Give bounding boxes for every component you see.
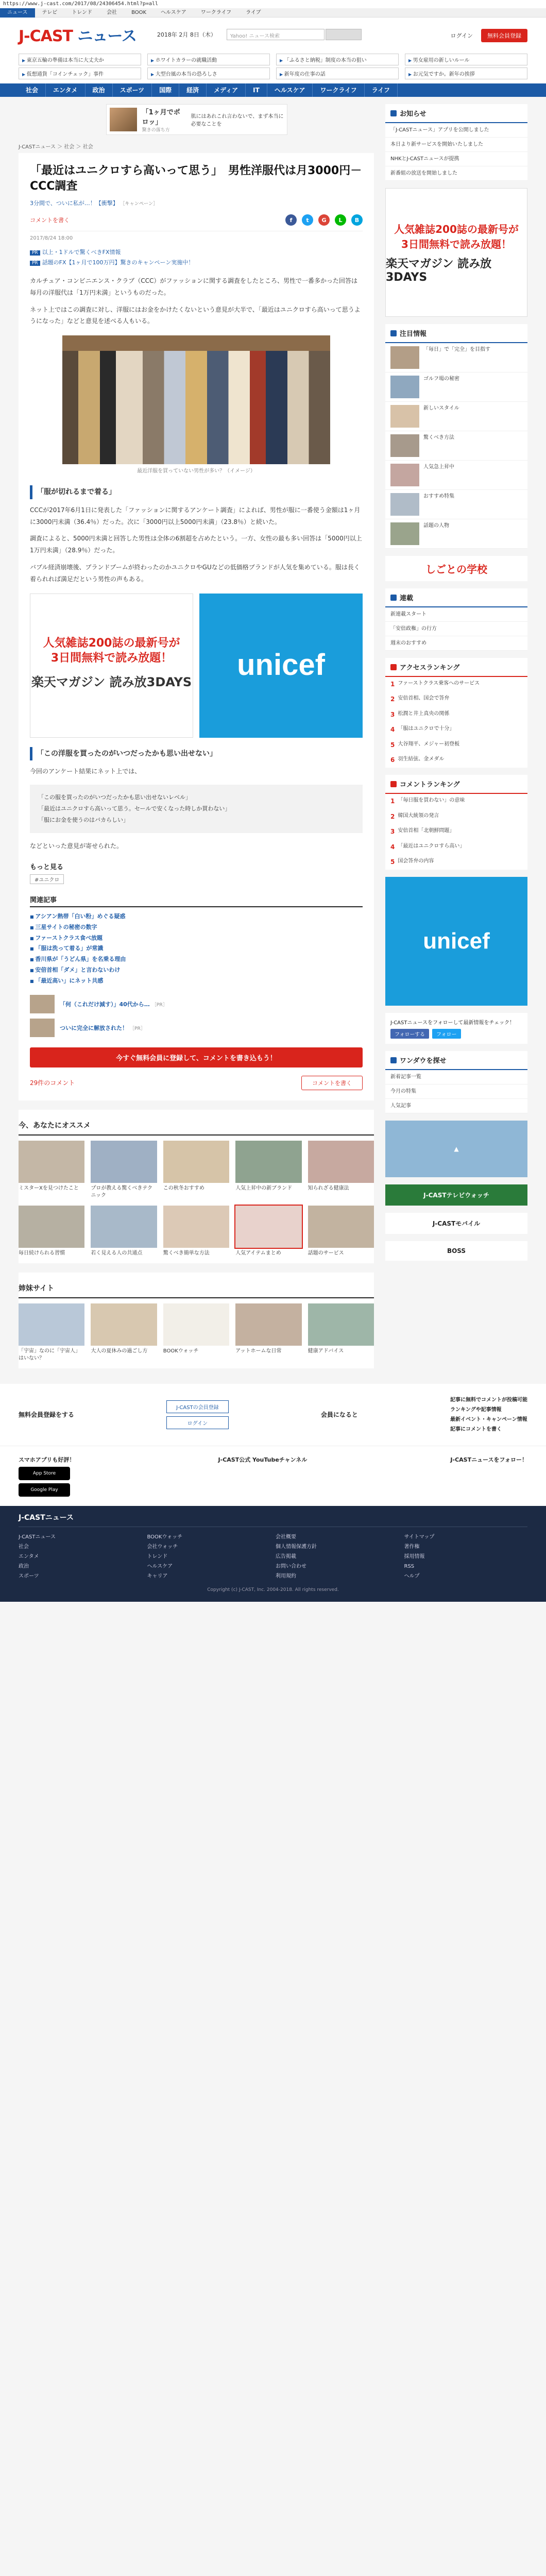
footer-link[interactable]: BOOKウォッチ: [147, 1534, 183, 1540]
rank-number: 1: [390, 681, 395, 688]
card-image: [91, 1303, 157, 1346]
write-comment-button[interactable]: コメントを書く: [301, 1076, 363, 1090]
recommend-card[interactable]: [308, 1206, 374, 1257]
sister-card[interactable]: [235, 1303, 301, 1362]
pr-source: ［PR］: [129, 1025, 146, 1031]
topic-link[interactable]: ▶ お元気ですか。新年の挨拶: [405, 67, 527, 79]
merit-item: 記事にコメントを書く: [450, 1426, 502, 1432]
sister-heading: 姉妹サイト: [19, 1279, 374, 1298]
related-headline-text: 3分間で、ついに私が…！【衝撃】: [30, 200, 118, 207]
notice-heading: お知らせ: [400, 110, 426, 118]
recommend-card[interactable]: [163, 1206, 229, 1257]
pr-tag: PR: [30, 250, 40, 256]
attention-text: 「毎日」で「完全」を目指す: [423, 347, 490, 352]
recommend-card[interactable]: [235, 1206, 301, 1257]
topic-link[interactable]: ▶ 新年度の仕事の話: [276, 67, 399, 79]
related-articles: [30, 894, 363, 987]
register-button[interactable]: 無料会員登録: [481, 29, 527, 42]
social-heading: J-CASTニュースをフォローして最新情報をチェック！: [390, 1020, 515, 1026]
ranking-icon: [390, 664, 397, 670]
attention-item[interactable]: [385, 431, 527, 461]
notice-item[interactable]: 本日より新サービスを開始いたしました: [385, 138, 527, 152]
app-store-button[interactable]: App Store: [19, 1467, 70, 1480]
related-item[interactable]: ■ 三星サイトの秘密の数字: [30, 922, 363, 933]
access-heading: アクセスランキング: [400, 664, 460, 672]
top-tab-company[interactable]: 会社: [107, 9, 117, 15]
ad-brand: 楽天マガジン 読み放3DAYS: [31, 675, 192, 690]
footer-link[interactable]: 著作権: [404, 1544, 420, 1550]
nav-life[interactable]: ライフ: [365, 83, 398, 97]
ad-brand: 楽天マガジン 読み放3DAYS: [386, 258, 492, 284]
app-heading: スマホアプリも好評！: [19, 1456, 75, 1463]
recommend-card[interactable]: [19, 1206, 84, 1257]
main-column: [19, 104, 374, 1368]
attention-item[interactable]: [385, 461, 527, 490]
topic-link[interactable]: ▶ 仮想通貨「コインチェック」事件: [19, 67, 141, 79]
attention-text: 驚くべき方法: [423, 435, 454, 440]
card-image: [308, 1141, 374, 1183]
card-text: 知られざる健康法: [308, 1185, 349, 1191]
card-image: [91, 1206, 157, 1248]
rank-text: 松潤と井上真央の関係: [398, 710, 450, 717]
ranking-item[interactable]: [385, 692, 527, 707]
attention-text: 新しいスタイル: [423, 405, 459, 411]
photo-caption: 最近洋服を買っていない男性が多い？（イメージ）: [137, 468, 255, 474]
article: [19, 153, 374, 1100]
site-footer: [0, 1506, 546, 1602]
topic-link[interactable]: ▶ 「ふるさと納税」制度の本当の狙い: [276, 54, 399, 65]
notice-item[interactable]: 「J-CASTニュース」アプリを公開しました: [385, 123, 527, 138]
ad-headline: 人気雑誌200誌の最新号が: [43, 637, 180, 650]
ranking-item[interactable]: [385, 855, 527, 870]
section-heading: 「服が切れるまで着る」: [30, 485, 363, 499]
ranking-item[interactable]: [385, 840, 527, 855]
comment-ranking-heading: コメントランキング: [400, 781, 460, 789]
merit-item: 記事に無料でコメントが投稿可能: [450, 1397, 527, 1403]
sister-card[interactable]: [19, 1303, 84, 1362]
card-text: この秋冬おすすめ: [163, 1185, 204, 1191]
wonder-heading: ワンダウを探せ: [400, 1057, 447, 1065]
logo-jcast: J-CAST: [19, 27, 73, 45]
pr-tag: PR: [30, 261, 40, 266]
paragraph: 今回のアンケート結果にネット上では、: [30, 768, 141, 775]
footer-link[interactable]: 個人情報保護方針: [276, 1544, 317, 1550]
recommend-card[interactable]: [19, 1141, 84, 1199]
attention-item[interactable]: [385, 372, 527, 402]
nav-healthcare[interactable]: ヘルスケア: [267, 83, 313, 97]
hatena-share-icon[interactable]: B: [351, 214, 363, 226]
attention-box: [385, 324, 527, 549]
footer-register: [0, 1384, 546, 1446]
ranking-item[interactable]: [385, 794, 527, 809]
serial-item[interactable]: 新連載スタート: [385, 607, 527, 622]
topic-links: [0, 52, 546, 83]
member-heading: 会員になると: [320, 1411, 358, 1419]
pr-link[interactable]: [30, 247, 363, 258]
rank-number: 4: [390, 843, 395, 851]
wonder-icon: [390, 1057, 397, 1063]
footer-link[interactable]: 会社ウォッチ: [147, 1544, 178, 1550]
access-ranking: [385, 658, 527, 768]
attention-icon: [390, 330, 397, 336]
drone-image-banner[interactable]: ▲: [385, 1121, 527, 1177]
ad-title: 「1ヶ月でポロッ」: [142, 108, 180, 126]
footer-link[interactable]: 会社概要: [276, 1534, 296, 1540]
nav-it[interactable]: IT: [246, 83, 267, 97]
attention-thumb: [390, 434, 419, 457]
merit-item: 最新イベント・キャンペーン情報: [450, 1416, 527, 1422]
site-header: [0, 18, 546, 52]
topic-link[interactable]: ▶ 大型台風の本当の恐ろしさ: [147, 67, 270, 79]
ranking-item[interactable]: [385, 722, 527, 737]
magazine-side-ad[interactable]: [385, 188, 527, 317]
top-tabs: [0, 8, 546, 18]
rank-number: 1: [390, 798, 395, 805]
card-text: アットホームな日常: [235, 1348, 282, 1354]
footer-link[interactable]: お問い合わせ: [276, 1563, 306, 1569]
card-text: ミスターXを見つけたこと: [19, 1185, 79, 1191]
google-play-button[interactable]: Google Play: [19, 1483, 70, 1497]
card-text: 健康アドバイス: [308, 1348, 344, 1354]
footer-link[interactable]: 政治: [19, 1563, 29, 1569]
top-tab-trend[interactable]: トレンド: [72, 9, 93, 15]
tv-banner[interactable]: J-CASTテレビウォッチ: [385, 1184, 527, 1206]
recommend-card[interactable]: [91, 1141, 157, 1199]
related-item[interactable]: ■ 香川県が「うどん県」を名乗る理由: [30, 954, 363, 965]
merit-item: ランキングや記事情報: [450, 1406, 502, 1413]
site-logo[interactable]: [19, 23, 136, 46]
quote-line: 「服にお金を使うのはバカらしい」: [38, 816, 129, 823]
topic-link[interactable]: ▶ 男女雇用の新しいルール: [405, 54, 527, 65]
footer-link[interactable]: エンタメ: [19, 1553, 39, 1560]
attention-item[interactable]: [385, 490, 527, 519]
nav-economy[interactable]: 経済: [179, 83, 207, 97]
attention-thumb: [390, 464, 419, 486]
card-image: [235, 1141, 301, 1183]
search-button[interactable]: [326, 29, 362, 40]
article-title: 「最近はユニクロすら高いって思う」 男性洋服代は月3000円－CCC調査: [30, 164, 362, 193]
rank-text: 安倍首相、国会で答弁: [398, 696, 450, 702]
paragraph: CCCが2017年6月1日に発表した「ファッションに関するアンケート調査」によれば、男性が服に一番使う金額は1ヶ月に3000円未満（36.4％）だった。次に「3000円以上5000円未満」（23.8％）と続いた。: [30, 506, 361, 526]
pr-item[interactable]: [30, 995, 363, 1013]
footer-fb-heading[interactable]: J-CASTニュースをフォロー！: [450, 1456, 527, 1463]
rank-number: 5: [390, 858, 395, 866]
rank-number: 5: [390, 741, 395, 749]
sidebar: [385, 104, 527, 1368]
register-cta-button[interactable]: 今すぐ無料会員に登録して、コメントを書き込もう！: [30, 1047, 363, 1067]
notice-item[interactable]: NHKとJ-CASTニュースが提携: [385, 152, 527, 166]
footer-link[interactable]: J-CASTニュース: [19, 1534, 56, 1540]
paragraph: 調査によると、5000円未満と回答した男性は全体の6割超を占めたという。一方、女性の最も多い回答は「5000円以上1万円未満」（28.9％）だった。: [30, 535, 362, 554]
recommend-heading: 今、あなたにオススメ: [19, 1116, 374, 1136]
breadcrumb[interactable]: J-CASTニュース ＞ 社会 ＞ 社会: [19, 144, 93, 150]
boss-banner[interactable]: BOSS: [385, 1241, 527, 1261]
ranking-item[interactable]: [385, 824, 527, 839]
nav-sports[interactable]: スポーツ: [113, 83, 152, 97]
tag-link[interactable]: #ユニクロ: [30, 874, 64, 884]
pr-list: [30, 995, 363, 1037]
rank-number: 3: [390, 828, 395, 836]
footer-link[interactable]: 利用規約: [276, 1573, 296, 1579]
tags-heading: もっと見る: [30, 863, 64, 871]
footer-login-button[interactable]: ログイン: [166, 1416, 228, 1429]
card-image: [235, 1303, 301, 1346]
nav-politics[interactable]: 政治: [86, 83, 113, 97]
related-item[interactable]: ■ ファーストクラス食べ放題: [30, 933, 363, 944]
top-tab-tv[interactable]: テレビ: [42, 9, 58, 15]
pr-thumb: [30, 995, 55, 1013]
login-link[interactable]: ログイン: [450, 32, 473, 39]
rank-text: 安倍首相「北朝鮮問題」: [398, 828, 455, 834]
related-item[interactable]: ■ アシアン熱帯「白い粉」めぐる疑惑: [30, 911, 363, 922]
serial-item[interactable]: 「安倍政権」の行方: [385, 622, 527, 636]
ad-headline-2: 3日間無料で読み放題！: [401, 238, 511, 250]
facebook-follow-button[interactable]: フォローする: [390, 1029, 429, 1039]
footer-link[interactable]: トレンド: [147, 1553, 168, 1560]
social-follow: [385, 1013, 527, 1044]
rank-number: 6: [390, 756, 395, 764]
comment-count[interactable]: 29件のコメント: [30, 1079, 75, 1087]
article-date: 2017/8/24 18:00: [30, 235, 73, 242]
top-tab-live[interactable]: ライブ: [246, 9, 261, 15]
card-image: [163, 1303, 229, 1346]
attention-text: 話題の人物: [423, 523, 449, 529]
footer-register-button[interactable]: J-CASTの会員登録: [166, 1400, 228, 1413]
sister-card[interactable]: [91, 1303, 157, 1362]
card-image: [91, 1141, 157, 1183]
serial-icon: [390, 595, 397, 601]
pr-links: [30, 247, 363, 268]
mobile-banner[interactable]: J-CASTモバイル: [385, 1213, 527, 1234]
comment-ranking: [385, 775, 527, 870]
pr-link[interactable]: [30, 258, 363, 268]
card-text: 驚くべき簡単な方法: [163, 1250, 210, 1256]
nav-worklife[interactable]: ワークライフ: [313, 83, 364, 97]
copyright: Copyright (c) J-CAST, Inc. 2004-2018. All rights reserved.: [207, 1587, 339, 1592]
search-input[interactable]: Yahoo! ニュース検索: [227, 29, 325, 40]
sister-sites: [19, 1273, 374, 1368]
rank-number: 2: [390, 696, 395, 703]
related-item[interactable]: ■ 「最近高い」にネット共感: [30, 976, 363, 987]
card-text: 毎日続けられる習慣: [19, 1250, 65, 1256]
card-image: [19, 1303, 84, 1346]
googleplus-share-icon[interactable]: G: [318, 214, 330, 226]
pr-thumb: [30, 1019, 55, 1037]
wonder-item[interactable]: 今月の特集: [385, 1084, 527, 1099]
footer-link[interactable]: 社会: [19, 1544, 29, 1550]
recommend-card[interactable]: [308, 1141, 374, 1199]
rank-text: 「毎日服を買わない」の意味: [398, 798, 465, 804]
footer-logo[interactable]: J-CASTニュース: [19, 1512, 527, 1527]
unicef-side-ad[interactable]: unicef: [385, 877, 527, 1006]
quote-line: 「最近はユニクロすら高いって思う。セールで安くなった時しか買わない」: [38, 805, 231, 812]
youtube-heading[interactable]: J-CAST公式 YouTubeチャンネル: [218, 1456, 308, 1463]
card-text: BOOKウォッチ: [163, 1348, 199, 1354]
card-text: 大人の夏休みの過ごし方: [91, 1348, 148, 1354]
paragraph: カルチュア・コンビニエンス・クラブ（CCC）がファッションに関する調査をしたところ、男性で一番多かった回答は毎月の洋服代は「1万円未満」というものだった。: [30, 277, 357, 296]
card-image: [308, 1303, 374, 1346]
footer-link[interactable]: ヘルプ: [404, 1573, 420, 1579]
card-text: 話題のサービス: [308, 1250, 344, 1256]
ranking-item[interactable]: [385, 809, 527, 824]
share-buttons: [285, 214, 363, 226]
related-headline[interactable]: [30, 199, 363, 207]
related-heading: 関連記事: [30, 894, 363, 907]
sister-card[interactable]: [308, 1303, 374, 1362]
nav-entame[interactable]: エンタメ: [46, 83, 86, 97]
ad-headline: 人気雑誌200誌の最新号が: [394, 223, 519, 235]
line-share-icon[interactable]: L: [335, 214, 346, 226]
attention-item[interactable]: [385, 402, 527, 431]
recommend-card[interactable]: [91, 1206, 157, 1257]
logo-news: ニュース: [77, 27, 136, 45]
nav-social[interactable]: 社会: [19, 83, 46, 97]
pr-title: ついに完全に解放された！: [60, 1024, 128, 1031]
address-bar[interactable]: https://www.j-cast.com/2017/08/24306454.html?p=all: [0, 0, 546, 8]
notice-item[interactable]: 新番組の放送を開始しました: [385, 166, 527, 181]
top-tab-worklife[interactable]: ワークライフ: [200, 9, 232, 15]
paragraph: バブル経済崩壊後、ブランドブームが終わったのかユニクロやGUなどの低価格ブランドが人気を集めている。服は長く着られれば満足だという男性の声もある。: [30, 563, 360, 583]
attention-thumb: [390, 493, 419, 516]
nav-media[interactable]: メディア: [207, 83, 246, 97]
rank-text: 「服はユニクロで十分」: [398, 726, 455, 732]
card-text: 人気上昇中の新ブランド: [235, 1185, 293, 1191]
card-image: [163, 1206, 229, 1248]
attention-thumb: [390, 405, 419, 428]
rank-text: ファーストクラス乗客へのサービス: [398, 681, 480, 686]
clothes-photo: [62, 335, 330, 464]
rank-text: 「最近はユニクロすら高い」: [398, 843, 465, 849]
attention-text: おすすめ特集: [423, 494, 455, 499]
footer-link[interactable]: キャリア: [147, 1573, 168, 1579]
wonder-item[interactable]: 新着記事一覧: [385, 1070, 527, 1084]
header-date: 2018年 2月 8日（木）: [157, 31, 216, 38]
rank-text: 国会答弁の内容: [398, 858, 434, 864]
shigoto-banner[interactable]: しごとの学校: [385, 556, 527, 581]
footer-link[interactable]: 広告掲載: [276, 1553, 296, 1560]
topic-link[interactable]: ▶ 東京五輪の準備は本当に大丈夫か: [19, 54, 141, 65]
ad-body: 肌にはあれこれ言わないで、まず本当に必要なことを: [191, 114, 284, 127]
rank-number: 3: [390, 710, 395, 718]
serial-box: [385, 588, 527, 651]
attention-item[interactable]: [385, 519, 527, 549]
card-text: プロが教える驚くべきテクニック: [91, 1185, 152, 1198]
quote-line: 「この服を買ったのがいつだったかも思い出せないレベル」: [38, 793, 191, 801]
ranking-item[interactable]: [385, 753, 527, 768]
ranking-icon: [390, 781, 397, 787]
wonder-box: [385, 1051, 527, 1113]
topic-link[interactable]: ▶ ホワイトカラーの就職活動: [147, 54, 270, 65]
ad-headline-2: 3日間無料で読み放題！: [50, 651, 173, 665]
comment-link[interactable]: コメントを書く: [30, 217, 70, 224]
notice-icon: [390, 110, 397, 116]
rank-text: 韓国大統領の発言: [398, 812, 439, 819]
attention-text: 人気急上昇中: [423, 464, 454, 470]
serial-heading: 連載: [400, 595, 414, 602]
category-nav: [0, 83, 546, 97]
card-image: [19, 1141, 84, 1183]
footer-link[interactable]: ヘルスケア: [147, 1563, 173, 1569]
pr-source: ［PR］: [151, 1002, 167, 1008]
attention-item[interactable]: [385, 343, 527, 372]
sister-card[interactable]: [163, 1303, 229, 1362]
pr-link-text: 話題のFX【1ヶ月で100万円】驚きのキャンペーン実施中！: [42, 259, 194, 266]
paragraph: ネット上ではこの調査に対し、洋服にはお金をかけたくないという意見が大半で、「最近はユニクロすら高いって思うようになった」などと意見を述べる人もいる。: [30, 306, 361, 325]
rank-text: 大谷翔平、メジャー初登板: [398, 741, 460, 747]
card-image: [19, 1206, 84, 1248]
footer-link[interactable]: サイトマップ: [404, 1534, 435, 1540]
footer-reg-heading: 無料会員登録をする: [19, 1411, 75, 1419]
attention-text: ゴルフ場の秘密: [423, 376, 459, 382]
ad-sub: 驚きの落ち方: [142, 127, 170, 133]
rank-number: 4: [390, 726, 395, 734]
attention-thumb: [390, 522, 419, 545]
notice-box: [385, 104, 527, 181]
attention-heading: 注目情報: [400, 330, 427, 338]
facebook-share-icon[interactable]: f: [285, 214, 297, 226]
attention-thumb: [390, 376, 419, 398]
nav-international[interactable]: 国際: [152, 83, 179, 97]
paragraph: などといった意見が寄せられた。: [30, 842, 123, 850]
attention-thumb: [390, 346, 419, 369]
unicef-ad[interactable]: unicef: [199, 594, 363, 738]
top-ad[interactable]: [106, 104, 287, 135]
ranking-item[interactable]: [385, 677, 527, 692]
app-promo: [0, 1446, 546, 1506]
related-headline-source: ［キャンペーン］: [120, 201, 158, 207]
rank-text: 羽生結弦、金メダル: [398, 756, 445, 762]
recommend-card[interactable]: [235, 1141, 301, 1199]
rank-number: 2: [390, 812, 395, 820]
quote-box: [30, 785, 363, 833]
related-item[interactable]: ■ 安倍首相「ダメ」と言わないわけ: [30, 965, 363, 976]
twitter-follow-button[interactable]: フォロー: [432, 1029, 461, 1039]
top-tab-book[interactable]: BOOK: [131, 9, 147, 15]
section-heading: 「この洋服を買ったのがいつだったかも思い出せない」: [30, 747, 363, 761]
footer-link[interactable]: スポーツ: [19, 1573, 39, 1579]
recommend-section: [19, 1110, 374, 1263]
footer-link[interactable]: 採用情報: [404, 1553, 425, 1560]
related-item[interactable]: ■ 「服は洗って着る」が常識: [30, 943, 363, 954]
ranking-item[interactable]: [385, 707, 527, 722]
top-tab-health[interactable]: ヘルスケア: [161, 9, 186, 15]
article-body: [30, 275, 363, 852]
wonder-item[interactable]: 人気記事: [385, 1099, 527, 1113]
card-text: 人気アイテムまとめ: [235, 1250, 281, 1256]
ranking-item[interactable]: [385, 738, 527, 753]
top-tab-news[interactable]: ニュース: [0, 8, 35, 18]
serial-item[interactable]: 週末のおすすめ: [385, 636, 527, 651]
recommend-card[interactable]: [163, 1141, 229, 1199]
card-text: 若く見える人の共通点: [91, 1250, 143, 1256]
card-image: [235, 1206, 301, 1248]
ad-image: [110, 108, 137, 131]
pr-item[interactable]: [30, 1019, 363, 1037]
twitter-share-icon[interactable]: t: [302, 214, 313, 226]
card-text: 「宇宙」なのに「宇宙人」はいない？: [19, 1348, 80, 1361]
footer-link[interactable]: RSS: [404, 1563, 415, 1569]
card-image: [308, 1206, 374, 1248]
pr-link-text: 以上・1ドルで驚くべきFX情報: [42, 249, 121, 256]
pr-title: 「何（これだけ減す）」40代から…: [60, 1001, 150, 1008]
magazine-ad[interactable]: [30, 594, 193, 738]
card-image: [163, 1141, 229, 1183]
